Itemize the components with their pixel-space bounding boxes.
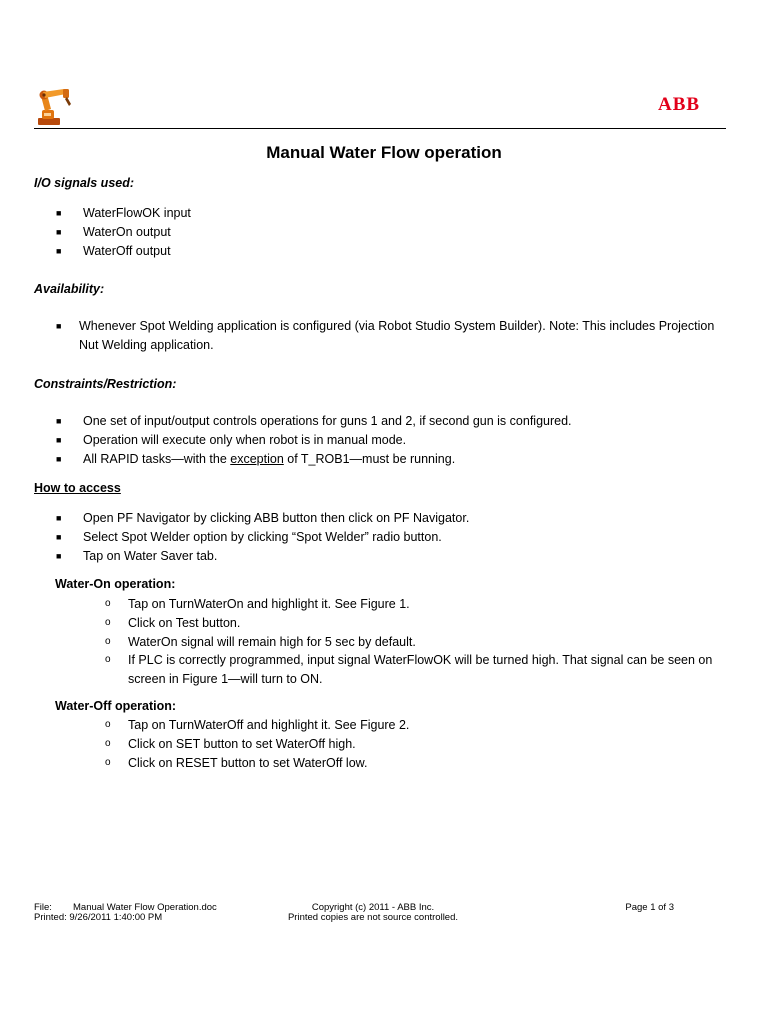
constraints-list <box>56 412 572 468</box>
footer-file-name: Manual Water Flow Operation.doc <box>73 902 217 913</box>
availability-list <box>56 317 739 355</box>
abb-logo: ABB <box>658 94 701 115</box>
square-bullet-icon: ■ <box>56 434 62 445</box>
constraints-heading: Constraints/Restriction: <box>34 377 177 391</box>
underlined-text: exception <box>230 451 284 466</box>
square-bullet-icon: ■ <box>56 550 62 561</box>
water-off-list <box>105 716 410 772</box>
document-title: Manual Water Flow operation <box>266 143 502 162</box>
list-item: ■ Tap on Water Saver tab. <box>83 547 469 566</box>
list-item: o Click on RESET button to set WaterOff low. <box>128 754 409 773</box>
how-to-access-list <box>56 509 470 565</box>
list-item: o Click on Test button. <box>128 614 738 633</box>
square-bullet-icon: ■ <box>56 531 62 542</box>
list-item: o Tap on TurnWaterOn and highlight it. See Figure 1. <box>128 595 738 614</box>
square-bullet-icon: ■ <box>56 321 62 331</box>
square-bullet-icon: ■ <box>56 513 62 523</box>
square-bullet-icon: ■ <box>56 453 62 464</box>
list-item: o WaterOn signal will remain high for 5 sec by default. <box>128 633 738 652</box>
list-item: ■ Open PF Navigator by clicking ABB button then click on PF Navigator. <box>83 509 469 528</box>
footer-page-number: Page 1 of 3 <box>625 902 674 913</box>
circle-bullet-icon: o <box>105 635 111 647</box>
list-item: ■ Select Spot Welder option by clicking “Spot Welder” radio button. <box>83 528 469 547</box>
header-divider <box>34 128 726 129</box>
list-item: ■ WaterOff output <box>83 242 191 261</box>
list-item: o Tap on TurnWaterOff and highlight it. See Figure 2. <box>128 716 409 735</box>
water-on-list <box>105 595 738 689</box>
square-bullet-icon: ■ <box>56 226 62 237</box>
io-signals-heading: I/O signals used: <box>34 176 135 190</box>
industrial-robot-icon <box>34 86 76 128</box>
square-bullet-icon: ■ <box>56 416 62 426</box>
list-item: ■ WaterFlowOK input <box>83 204 191 223</box>
how-to-access-heading: How to access <box>34 481 121 495</box>
availability-heading: Availability: <box>34 282 105 296</box>
footer-copies-note: Printed copies are not source controlled. <box>287 912 459 923</box>
water-off-heading: Water-Off operation: <box>55 699 177 713</box>
circle-bullet-icon: o <box>105 598 111 609</box>
circle-bullet-icon: o <box>105 616 111 628</box>
square-bullet-icon: ■ <box>56 245 62 256</box>
list-item: ■ All RAPID tasks—with the exception of T_ROB1—must be running. <box>83 450 572 469</box>
circle-bullet-icon: o <box>105 719 111 730</box>
footer-copyright: Copyright (c) 2011 - ABB Inc. <box>311 902 435 913</box>
list-item: o Click on SET button to set WaterOff high. <box>128 735 409 754</box>
list-item: ■ Whenever Spot Welding application is configured (via Robot Studio System Builder). Note: This includes Projection Nut Welding application. <box>56 319 715 352</box>
water-on-heading: Water-On operation: <box>55 577 176 591</box>
circle-bullet-icon: o <box>105 756 111 768</box>
footer-printed-date: Printed: 9/26/2011 1:40:00 PM <box>34 912 163 923</box>
circle-bullet-icon: o <box>105 737 111 749</box>
io-signals-list <box>56 204 191 260</box>
footer-file-label: File: <box>34 902 52 913</box>
list-item: ■ Operation will execute only when robot is in manual mode. <box>83 431 572 450</box>
list-item: o If PLC is correctly programmed, input signal WaterFlowOK will be turned high. That signal can be seen on screen in Figure 1—will turn to ON. <box>105 653 713 687</box>
list-item: ■ WaterOn output <box>83 223 191 242</box>
square-bullet-icon: ■ <box>56 208 62 218</box>
list-item: ■ One set of input/output controls operations for guns 1 and 2, if second gun is configured. <box>83 412 572 431</box>
circle-bullet-icon: o <box>105 654 111 666</box>
